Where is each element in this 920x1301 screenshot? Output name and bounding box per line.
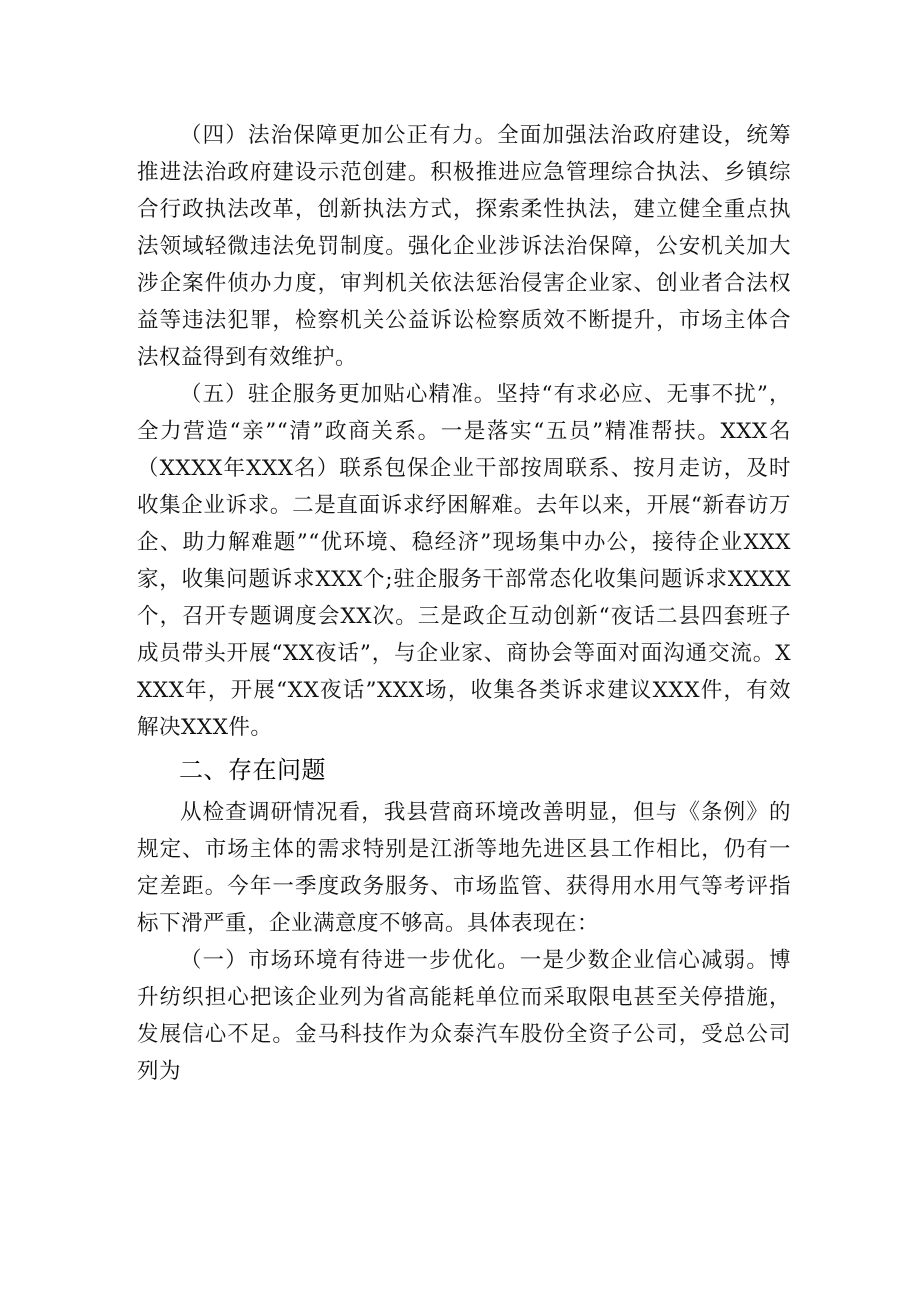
paragraph-section-4: （四）法治保障更加公正有力。全面加强法治政府建设，统筹推进法治政府建设示范创建。积极推进应急管理综合执法、乡镇综合行政执法改革，创新执法方式，探索柔性执法，建立健全重点执法领域轻微违法免罚制度。强化企业涉诉法治保障，公安机关加大涉企案件侦办力度，审判机关依法惩治侵害企业家、创业者合法权益等违法犯罪，检察机关公益诉讼检察质效不断提升，市场主体合法权益得到有效维护。: [137, 123, 791, 370]
document-body: [137, 117, 791, 1090]
paragraph-section-5: （五）驻企服务更加贴心精准。坚持“有求必应、无事不扰”，全力营造“亲”“清”政商关系。一是落实“五员”精准帮扶。XXX名（XXXX年XXX名）联系包保企业干部按周联系、按月走访，及时收集企业诉求。二是直面诉求纾困解难。去年以来，开展“新春访万企、助力解难题”“优环境、稳经济”现场集中办公，接待企业XXX家，收集问题诉求XXX个;驻企服务干部常态化收集问题诉求XXXX个，召开专题调度会XX次。三是政企互动创新“夜话二县四套班子成员带头开展“XX夜话”，与企业家、商协会等面对面沟通交流。XXXX年，开展“XX夜话”XXX场，收集各类诉求建议XXX件，有效解决XXX件。: [137, 382, 791, 740]
paragraph-overview: 从检查调研情况看，我县营商环境改善明显，但与《条例》的规定、市场主体的需求特别是江浙等地先进区县工作相比，仍有一定差距。今年一季度政务服务、市场监管、获得用水用气等考评指标下滑严重，企业满意度不够高。具体表现在：: [137, 800, 791, 936]
paragraph-subsection-1: （一）市场环境有待进一步优化。一是少数企业信心减弱。博升纺织担心把该企业列为省高能耗单位而采取限电甚至关停措施，发展信心不足。金马科技作为众泰汽车股份全资子公司，受总公司列为: [137, 948, 791, 1084]
section-heading-existing-problems: 二、存在问题: [179, 756, 326, 784]
